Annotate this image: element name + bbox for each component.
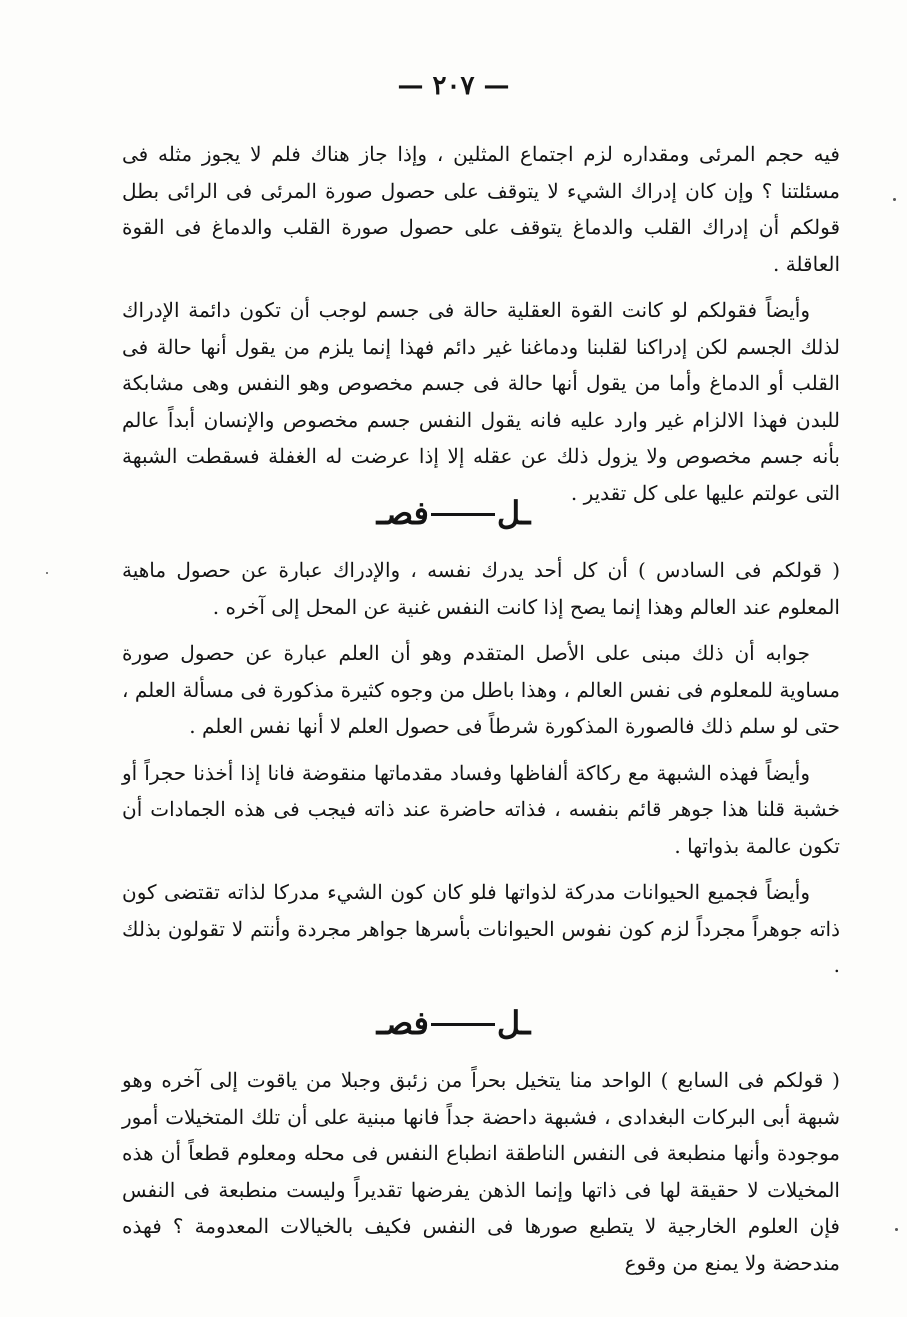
heading-part: فصـ: [376, 494, 429, 532]
paragraph-gap: [122, 625, 840, 635]
paragraph: وأيضاً فهذه الشبهة مع ركاكة ألفاظها وفساد مقدماتها منقوضة فانا إذا أخذنا حجراً أو خشبة قلنا هذا جوهر قائم بنفسه ، فذاته حاضرة عند ذاته فيجب فى هذه الجمادات أن تكون عالمة بذواتها .: [122, 760, 840, 858]
paragraph: وأيضاً فجميع الحيوانات مدركة لذواتها فلو كان كون الشيء مدركا لذاته تقتضى كون ذاته جوهراً مجرداً لزم كون نفوس الحيوانات بأسرها جواهر مجردة وأنتم لا تقولون بذلك .: [122, 880, 840, 977]
heading-part: فصـ: [376, 1004, 429, 1042]
paragraph: جوابه أن ذلك مبنى على الأصل المتقدم وهو أن العلم عبارة عن حصول صورة مساوية للمعلوم فى نفس العالم ، وهذا باطل من وجوه كثيرة مذكورة فى مسألة العلم ، حتى لو سلم ذلك فالصورة المذكورة شرطاً فى حصول العلم لا أنها نفس العلم .: [122, 641, 840, 738]
heading-kashida-line: [431, 1023, 495, 1026]
text-block-2: [122, 552, 840, 984]
text-block-1: [122, 136, 840, 511]
paragraph: ( قولكم فى السابع ) الواحد منا يتخيل بحراً من زئبق وجبلا من ياقوت إلى آخره وهو شبهة أبى البركات البغدادى ، فشبهة داحضة جداً فانها مبنية على أن تلك المتخيلات أمور موجودة وأنها منطبعة فى النفس الناطقة انطباع النفس فى محله ومعلوم قطعاً أن هذه المخيلات لا حقيقة لها فى ذاتها وإنما الذهن يفرضها تقديراً وليست منطبعة فى النفس فإن العلوم الخارجية لا يتطبع صورها فى النفس فكيف بالخيالات المعدومة ؟ فهذه مندحضة ولا يمنع من وقوع: [122, 1068, 840, 1275]
paragraph-gap: [122, 745, 840, 755]
page-number: — ٢٠٧ —: [397, 71, 510, 101]
scan-speck: [895, 1228, 898, 1231]
paragraph: ( قولكم فى السادس ) أن كل أحد يدرك نفسه ، والإدراك عبارة عن حصول ماهية المعلوم عند العالم وهذا إنما يصح إذا كانت النفس غنية عن المحل إلى آخره .: [122, 558, 840, 619]
paragraph: فيه حجم المرئى ومقداره لزم اجتماع المثلين ، وإذا جاز هناك فلم لا يجوز مثله فى مسئلتنا ؟ وإن كان إدراك الشيء لا يتوقف على حصول صورة المرئى فى الرائى بطل قولكم أن إدراك القلب والدماغ يتوقف على حصول صورة القلب والدماغ فى القوة العاقلة .: [122, 142, 840, 276]
paragraph-gap: [122, 282, 840, 292]
heading-part: ـل: [496, 1004, 531, 1042]
scan-speck: [893, 198, 896, 201]
text-block-3: [122, 1062, 840, 1281]
scan-speck: [46, 572, 48, 574]
heading-kashida-line: [431, 513, 495, 516]
paragraph-gap: [122, 864, 840, 874]
section-heading-2: [0, 998, 907, 1048]
heading-part: ـل: [496, 494, 531, 532]
paragraph: وأيضاً فقولكم لو كانت القوة العقلية حالة فى جسم لوجب أن تكون دائمة الإدراك لذلك الجسم لكن إدراكنا لقلبنا ودماغنا غير دائم فهذا إنما يلزم من يقول أنها حالة فى القلب أو الدماغ وأما من يقول أنها حالة فى جسم مخصوص وهو النفس وهى مشابكة للبدن فهذا الالزام غير وارد عليه فانه يقول النفس جسم مخصوص والإنسان أبداً عالم بأنه جسم مخصوص ولا يزول ذلك عن عقله إلا إذا عرضت له الغفلة فسقطت الشبهة التى عولتم عليها على كل تقدير .: [122, 298, 840, 505]
section-heading-1: [0, 488, 907, 538]
